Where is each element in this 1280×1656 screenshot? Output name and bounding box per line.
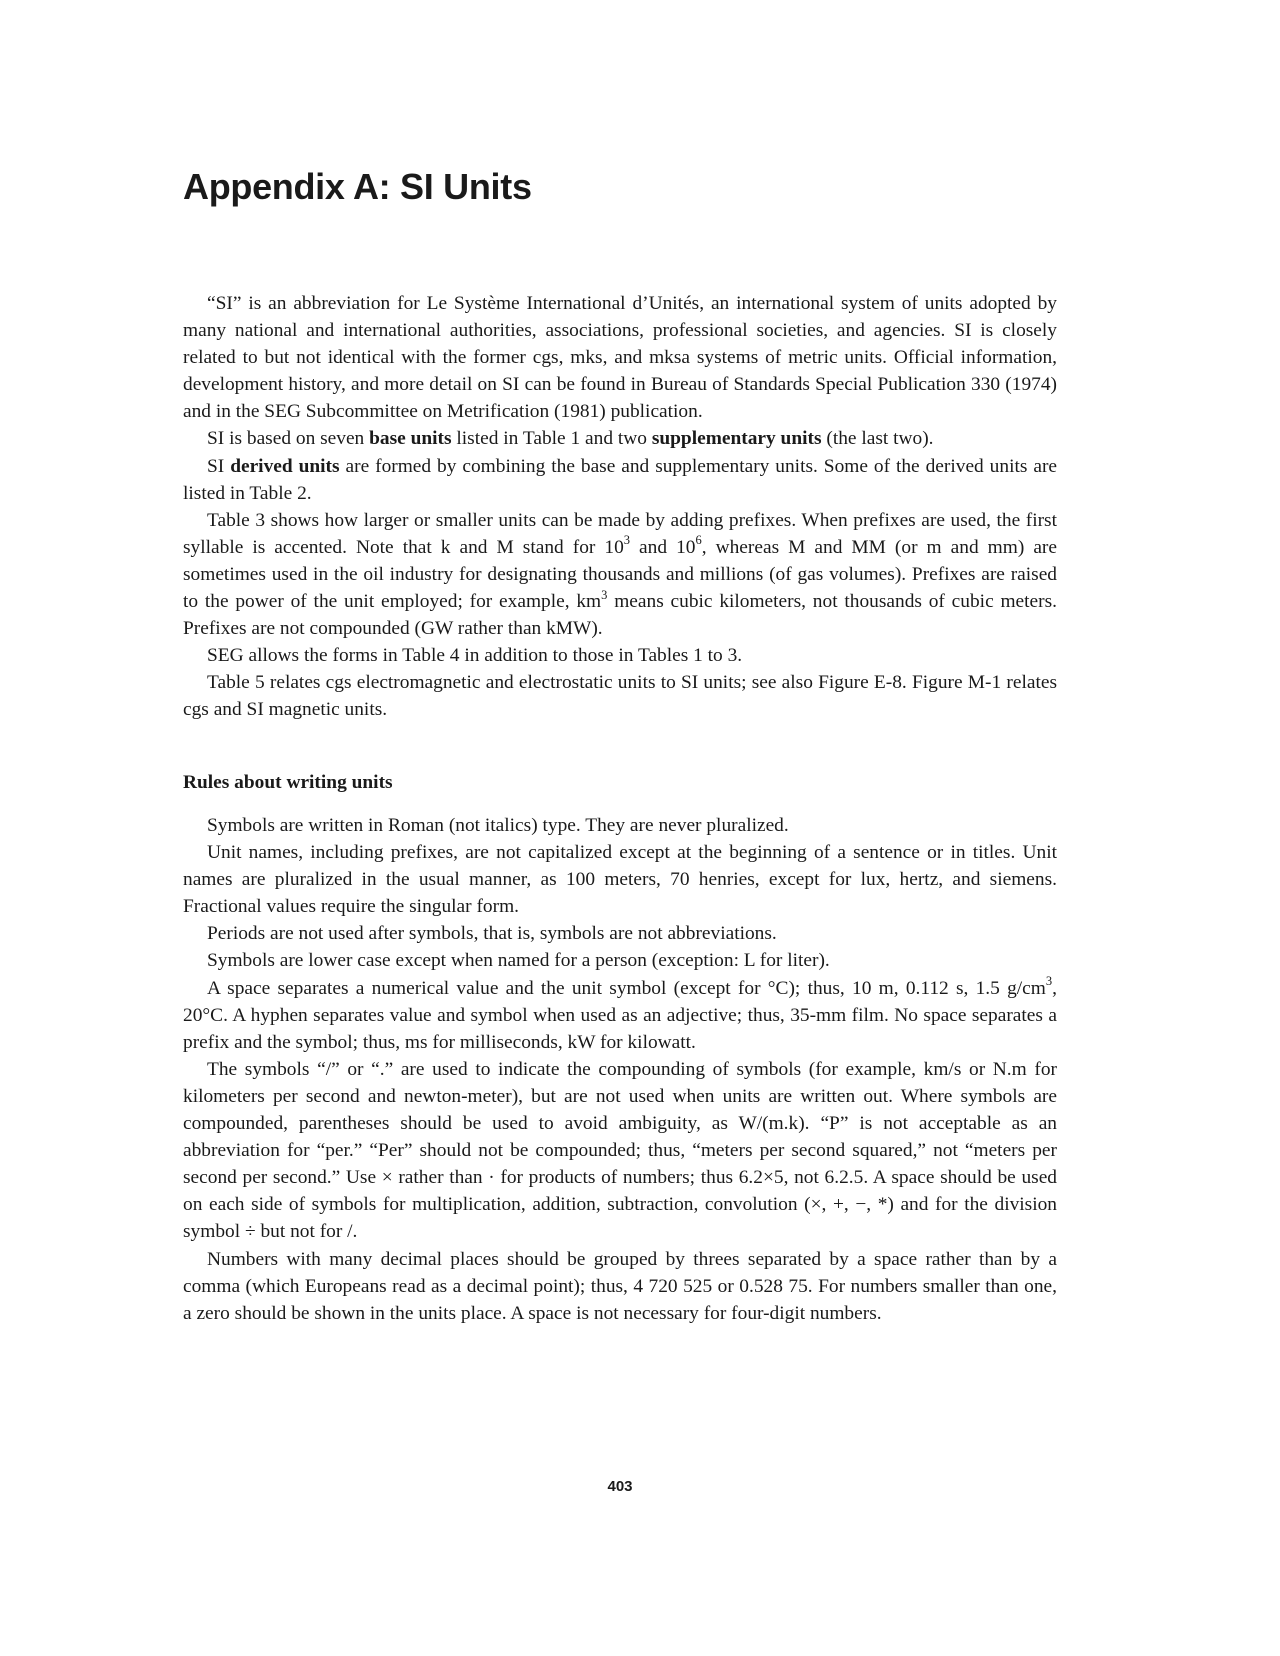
rules-section bbox=[183, 812, 1057, 1327]
intro-section bbox=[183, 290, 1057, 724]
rule-paragraph: Numbers with many decimal places should be grouped by threes separated by a space rather than by a comma (which Europeans read as a decimal point); thus, 4 720 525 or 0.528 75. For numbers smaller than one, a zero should be shown in the units place. A space is not necessary for four-digit numbers. bbox=[183, 1248, 1057, 1324]
superscript: 3 bbox=[601, 587, 608, 602]
section-heading: Rules about writing units bbox=[183, 772, 393, 793]
intro-paragraph: SI derived units are formed by combining the base and supplementary units. Some of the derived units are listed in Table 2. bbox=[183, 455, 1058, 504]
intro-paragraph: Table 5 relates cgs electromagnetic and electrostatic units to SI units; see also Figure E-8. Figure M-1 relates cgs and SI magnetic units. bbox=[183, 672, 1057, 721]
page-title: Appendix A: SI Units bbox=[183, 166, 532, 207]
rule-paragraph: Symbols are lower case except when named for a person (exception: L for liter). bbox=[207, 950, 830, 972]
rule-paragraph: Unit names, including prefixes, are not capitalized except at the beginning of a sentence or in titles. Unit names are pluralized in the usual manner, as 100 meters, 70 henries, except for lux, hertz, and siemens. Fractional values require the singular form. bbox=[183, 842, 1057, 918]
page-number: 403 bbox=[607, 1478, 633, 1495]
intro-paragraph: “SI” is an abbreviation for Le Système International d’Unités, an international system of units adopted by many national and international authorities, associations, professional societies, and agencies. SI is closely related to but not identical with the former cgs, mks, and mksa systems of metric units. Official information, development history, and more detail on SI can be found in Bureau of Standards Special Publication 330 (1974) and in the SEG Subcommittee on Metrification (1981) publication. bbox=[183, 293, 1057, 423]
derived-units-term: derived units bbox=[230, 455, 340, 477]
superscript: 6 bbox=[695, 533, 702, 548]
intro-paragraph: SI is based on seven base units listed in Table 1 and two supplementary units (the last two). bbox=[207, 428, 934, 450]
superscript: 3 bbox=[623, 533, 631, 548]
rule-paragraph: A space separates a numerical value and the unit symbol (except for °C); thus, 10 m, 0.112 s, 1.5 $g/cm^3$, 20°C. A hyphen separates value and symbol when used as an adjective; thus, 35-mm film. No space separates a prefix and the symbol; thus, ms for milliseconds, kW for kilowatt. bbox=[183, 974, 1057, 1053]
intro-paragraph: SEG allows the forms in Table 4 in addition to those in Tables 1 to 3. bbox=[207, 645, 743, 667]
superscript: 3 bbox=[1045, 974, 1053, 989]
rule-paragraph: Periods are not used after symbols, that is, symbols are not abbreviations. bbox=[207, 923, 777, 945]
supplementary-units-term: supplementary units bbox=[651, 428, 822, 450]
intro-paragraph: Table 3 shows how larger or smaller units can be made by adding prefixes. When prefixes are used, the first syllable is accented. Note that k and M stand for $10^3$ and $10^6$, whereas M and MM (or m and mm) are sometimes used in the oil industry for designating thousands and millions (of gas volumes). Prefixes are raised to the power of the unit employed; for example, $km^3$ means cubic kilometers, not thousands of cubic meters. Prefixes are not compounded (GW rather than kMW). bbox=[183, 509, 1058, 640]
rule-paragraph: The symbols “/” or “.” are used to indicate the compounding of symbols (for example, km/s or N.m for kilometers per second and newton-meter), but are not used when units are written out. Where symbols are compounded, parentheses should be used to avoid ambiguity, as W/(m.k). “P” is not acceptable as an abbreviation for “per.” “Per” should not be compounded; thus, “meters per second squared,” not “meters per second per second.” Use × rather than · for products of numbers; thus 6.2×5, not 6.2.5. A space should be used on each side of symbols for multiplication, addition, subtraction, convolution (×, +, −, *) and for the division symbol ÷ but not for /. bbox=[183, 1058, 1057, 1243]
rule-paragraph: Symbols are written in Roman (not italics) type. They are never pluralized. bbox=[207, 815, 789, 836]
base-units-term: base units bbox=[369, 428, 452, 450]
